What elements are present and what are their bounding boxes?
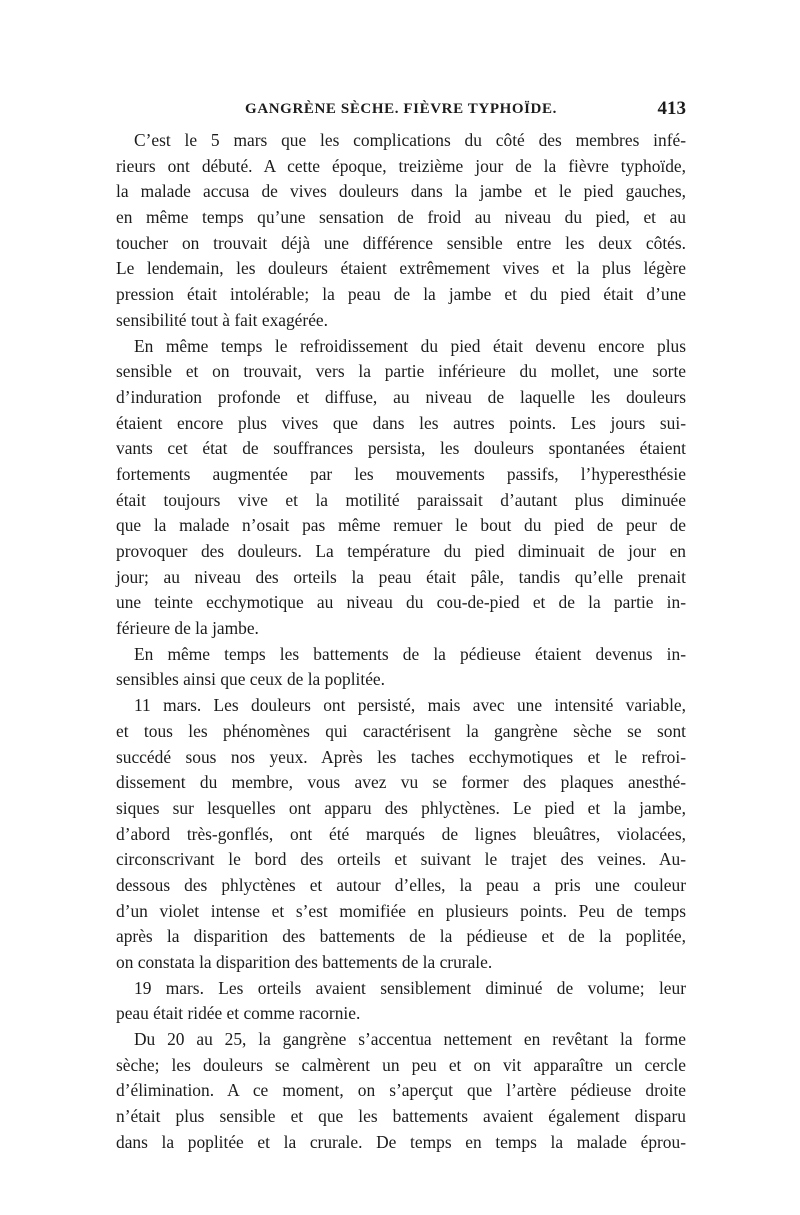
text-line: une teinte ecchymotique au niveau du cou-de-pied et de la partie in- (116, 592, 686, 613)
text-line: sensibilité tout à fait exagérée. (116, 309, 328, 330)
text-line: et tous les phénomènes qui caractérisent la gangrène sèche se sont (116, 720, 686, 741)
running-title: GANGRÈNE SÈCHE. FIÈVRE TYPHOÏDE. (245, 101, 557, 117)
text-line: circonscrivant le bord des orteils et suivant le trajet des veines. Au- (116, 849, 686, 870)
text-line: la malade accusa de vives douleurs dans la jambe et le pied gauches, (116, 181, 686, 202)
text-line: rieurs ont débuté. A cette époque, treizième jour de la fièvre typhoïde, (116, 155, 686, 176)
text-line: d’induration profonde et diffuse, au niveau de laquelle les douleurs (116, 386, 686, 407)
text-line: dissement du membre, vous avez vu se former des plaques anesthé- (116, 772, 686, 793)
text-line: succédé sous nos yeux. Après les taches ecchymotiques et le refroi- (116, 746, 686, 767)
text-line: jour; au niveau des orteils la peau était pâle, tandis qu’elle prenait (116, 566, 686, 587)
text-line: Du 20 au 25, la gangrène s’accentua nettement en revêtant la forme (134, 1029, 686, 1050)
text-line: d’un violet intense et s’est momifiée en plusieurs points. Peu de temps (116, 900, 686, 921)
text-line: en même temps qu’une sensation de froid au niveau du pied, et au (116, 207, 686, 228)
text-line: peau était ridée et comme racornie. (116, 1003, 361, 1024)
text-line: 19 mars. Les orteils avaient sensiblement diminué de volume; leur (134, 977, 686, 998)
text-line: étaient encore plus vives que dans les autres points. Les jours sui- (116, 412, 686, 433)
text-line: En même temps les battements de la pédieuse étaient devenus in- (134, 643, 686, 664)
text-line: pression était intolérable; la peau de la jambe et du pied était d’une (116, 284, 686, 305)
text-line: toucher on trouvait déjà une différence sensible entre les deux côtés. (116, 232, 686, 253)
running-head (116, 95, 686, 123)
text-line: Le lendemain, les douleurs étaient extrêmement vives et la plus légère (116, 258, 686, 279)
text-line: après la disparition des battements de la pédieuse et de la poplitée, (116, 926, 686, 947)
page-number: 413 (657, 98, 686, 119)
text-line: vants cet état de souffrances persista, les douleurs spontanées étaient (116, 438, 686, 459)
text-line: dessous des phlyctènes et autour d’elles, la peau a pris une couleur (116, 874, 686, 895)
text-line: provoquer des douleurs. La température du pied diminuait de jour en (116, 541, 686, 561)
text-line: sensible et on trouvait, vers la partie inférieure du mollet, une sorte (116, 361, 686, 382)
text-line: d’abord très-gonflés, ont été marqués de lignes bleuâtres, violacées, (116, 823, 686, 844)
text-line: dans la poplitée et la crurale. De temps en temps la malade éprou- (116, 1131, 686, 1152)
text-line: sensibles ainsi que ceux de la poplitée. (116, 669, 385, 690)
text-line: C’est le 5 mars que les complications du côté des membres infé- (134, 130, 686, 150)
text-line: férieure de la jambe. (116, 618, 259, 639)
text-line: 11 mars. Les douleurs ont persisté, mais avec une intensité variable, (134, 695, 686, 716)
text-line: siques sur lesquelles ont apparu des phlyctènes. Le pied et la jambe, (116, 797, 686, 818)
text-line: que la malade n’osait pas même remuer le bout du pied de peur de (116, 515, 686, 536)
text-line: on constata la disparition des battements de la crurale. (116, 952, 493, 972)
text-line: En même temps le refroidissement du pied était devenu encore plus (134, 335, 686, 356)
text-line: d’élimination. A ce moment, on s’aperçut que l’artère pédieuse droite (116, 1080, 686, 1101)
text-line: sèche; les douleurs se calmèrent un peu et on vit apparaître un cercle (116, 1054, 686, 1075)
text-line: fortements augmentée par les mouvements passifs, l’hyperesthésie (116, 463, 686, 484)
text-line: n’était plus sensible et que les battements avaient également disparu (116, 1106, 686, 1127)
text-line: était toujours vive et la motilité paraissait d’autant plus diminuée (116, 489, 686, 510)
body-text (116, 128, 686, 1156)
